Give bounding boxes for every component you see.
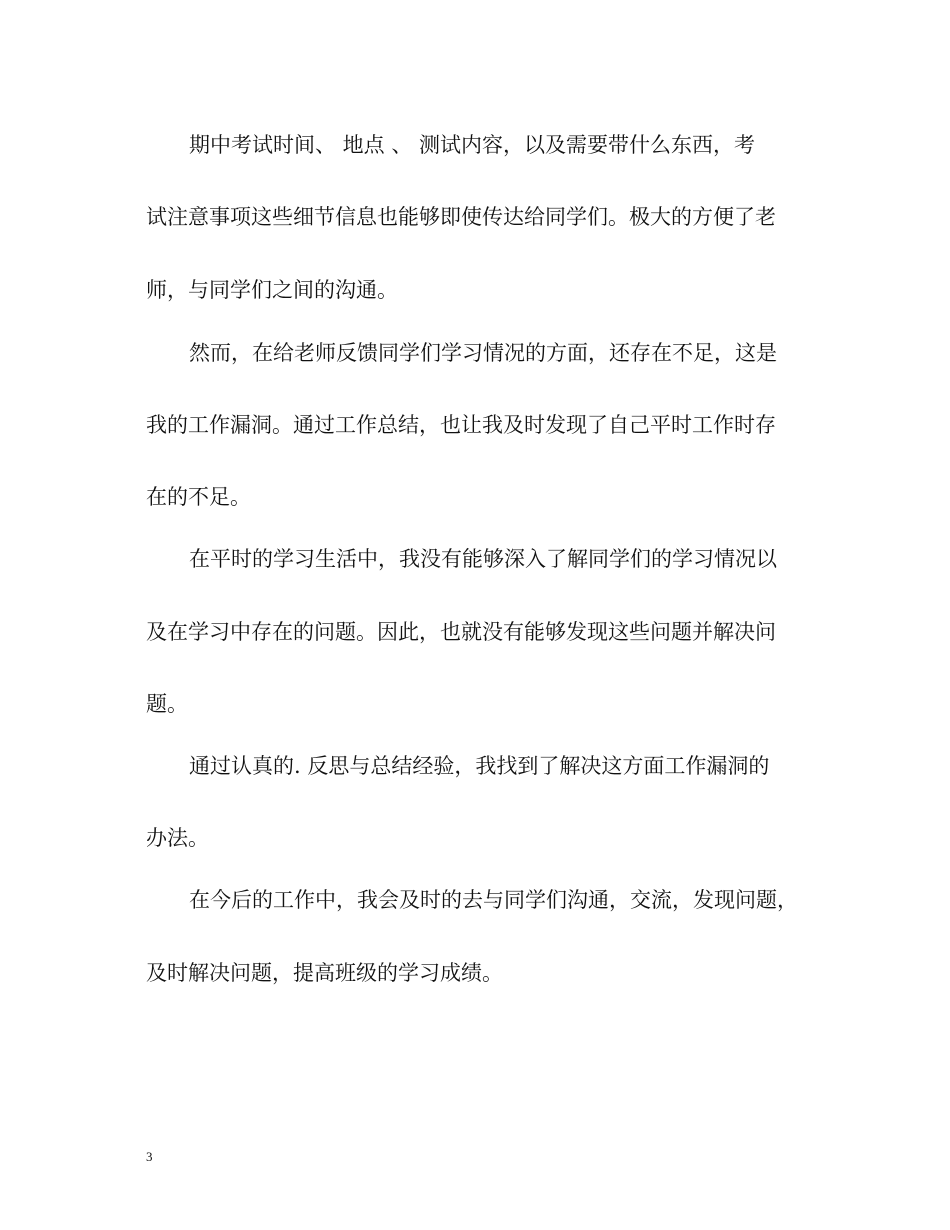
paragraph-1-line-3: 师，与同学们之间的沟通。 [146, 278, 398, 302]
page-number: 3 [146, 1149, 153, 1164]
paragraph-3-line-1: 在平时的学习生活中，我没有能够深入了解同学们的学习情况以 [189, 547, 777, 571]
paragraph-4-line-1: 通过认真的. 反思与总结经验，我找到了解决这方面工作漏洞的 [189, 754, 770, 778]
paragraph-4-line-2: 办法。 [146, 826, 209, 850]
paragraph-3-line-2: 及在学习中存在的问题。因此，也就没有能够发现这些问题并解决问 [146, 620, 776, 644]
paragraph-2-line-3: 在的不足。 [146, 485, 251, 509]
paragraph-5-line-1: 在今后的工作中，我会及时的去与同学们沟通，交流，发现问题， [189, 888, 798, 912]
paragraph-2-line-2: 我的工作漏洞。通过工作总结，也让我及时发现了自己平时工作时存 [146, 413, 776, 437]
paragraph-3-line-3: 题。 [146, 692, 188, 716]
paragraph-1-line-2: 试注意事项这些细节信息也能够即使传达给同学们。极大的方便了老 [146, 205, 776, 229]
paragraph-1-line-1: 期中考试时间、 地点 、 测试内容，以及需要带什么东西，考 [189, 133, 756, 157]
paragraph-2-line-1: 然而，在给老师反馈同学们学习情况的方面，还存在不足，这是 [189, 341, 777, 365]
paragraph-5-line-2: 及时解决问题，提高班级的学习成绩。 [146, 961, 503, 985]
